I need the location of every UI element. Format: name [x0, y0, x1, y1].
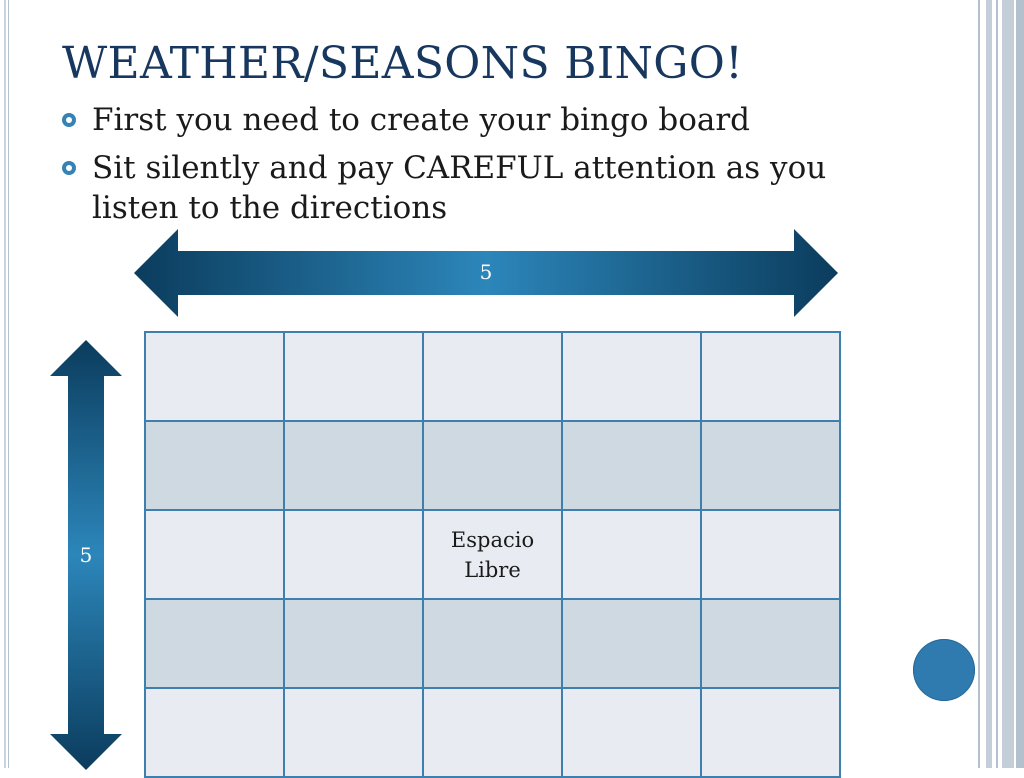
board-cell [145, 599, 284, 688]
decorative-circle [913, 639, 975, 701]
board-cell [284, 332, 423, 421]
board-cell [423, 688, 562, 777]
bullet-text: First you need to create your bingo board [92, 102, 751, 138]
board-cell [145, 510, 284, 599]
right-decorative-rules [976, 0, 1024, 768]
board-cell [423, 421, 562, 510]
vertical-count-label: 5 [79, 543, 93, 567]
bullet-circle-icon [62, 161, 76, 175]
board-row [145, 421, 840, 510]
free-space-cell [423, 510, 562, 599]
board-cell [701, 421, 840, 510]
bullet-list [62, 100, 882, 236]
bullet-item [62, 100, 882, 140]
board-cell [284, 599, 423, 688]
board-cell [284, 688, 423, 777]
bingo-board [144, 331, 841, 778]
left-decorative-rule [0, 0, 12, 768]
slide-title: WEATHER/SEASONS BINGO! [62, 38, 744, 89]
board-cell [145, 421, 284, 510]
board-cell [701, 688, 840, 777]
bullet-text: Sit silently and pay CAREFUL attention as you listen to the directions [92, 150, 827, 226]
board-cell [562, 688, 701, 777]
board-cell [562, 599, 701, 688]
board-row [145, 599, 840, 688]
board-cell [562, 421, 701, 510]
board-row [145, 688, 840, 777]
free-space-text: Espacio Libre [450, 527, 535, 582]
board-cell [701, 599, 840, 688]
board-cell [423, 599, 562, 688]
horizontal-count-label: 5 [479, 260, 493, 284]
board-row [145, 510, 840, 599]
board-cell [284, 421, 423, 510]
board-cell [562, 332, 701, 421]
board-cell [423, 332, 562, 421]
board-cell [701, 332, 840, 421]
board-cell [145, 332, 284, 421]
board-cell [145, 688, 284, 777]
board-cell [562, 510, 701, 599]
bullet-item [62, 148, 882, 228]
board-cell [701, 510, 840, 599]
board-row [145, 332, 840, 421]
board-cell [284, 510, 423, 599]
bullet-circle-icon [62, 113, 76, 127]
